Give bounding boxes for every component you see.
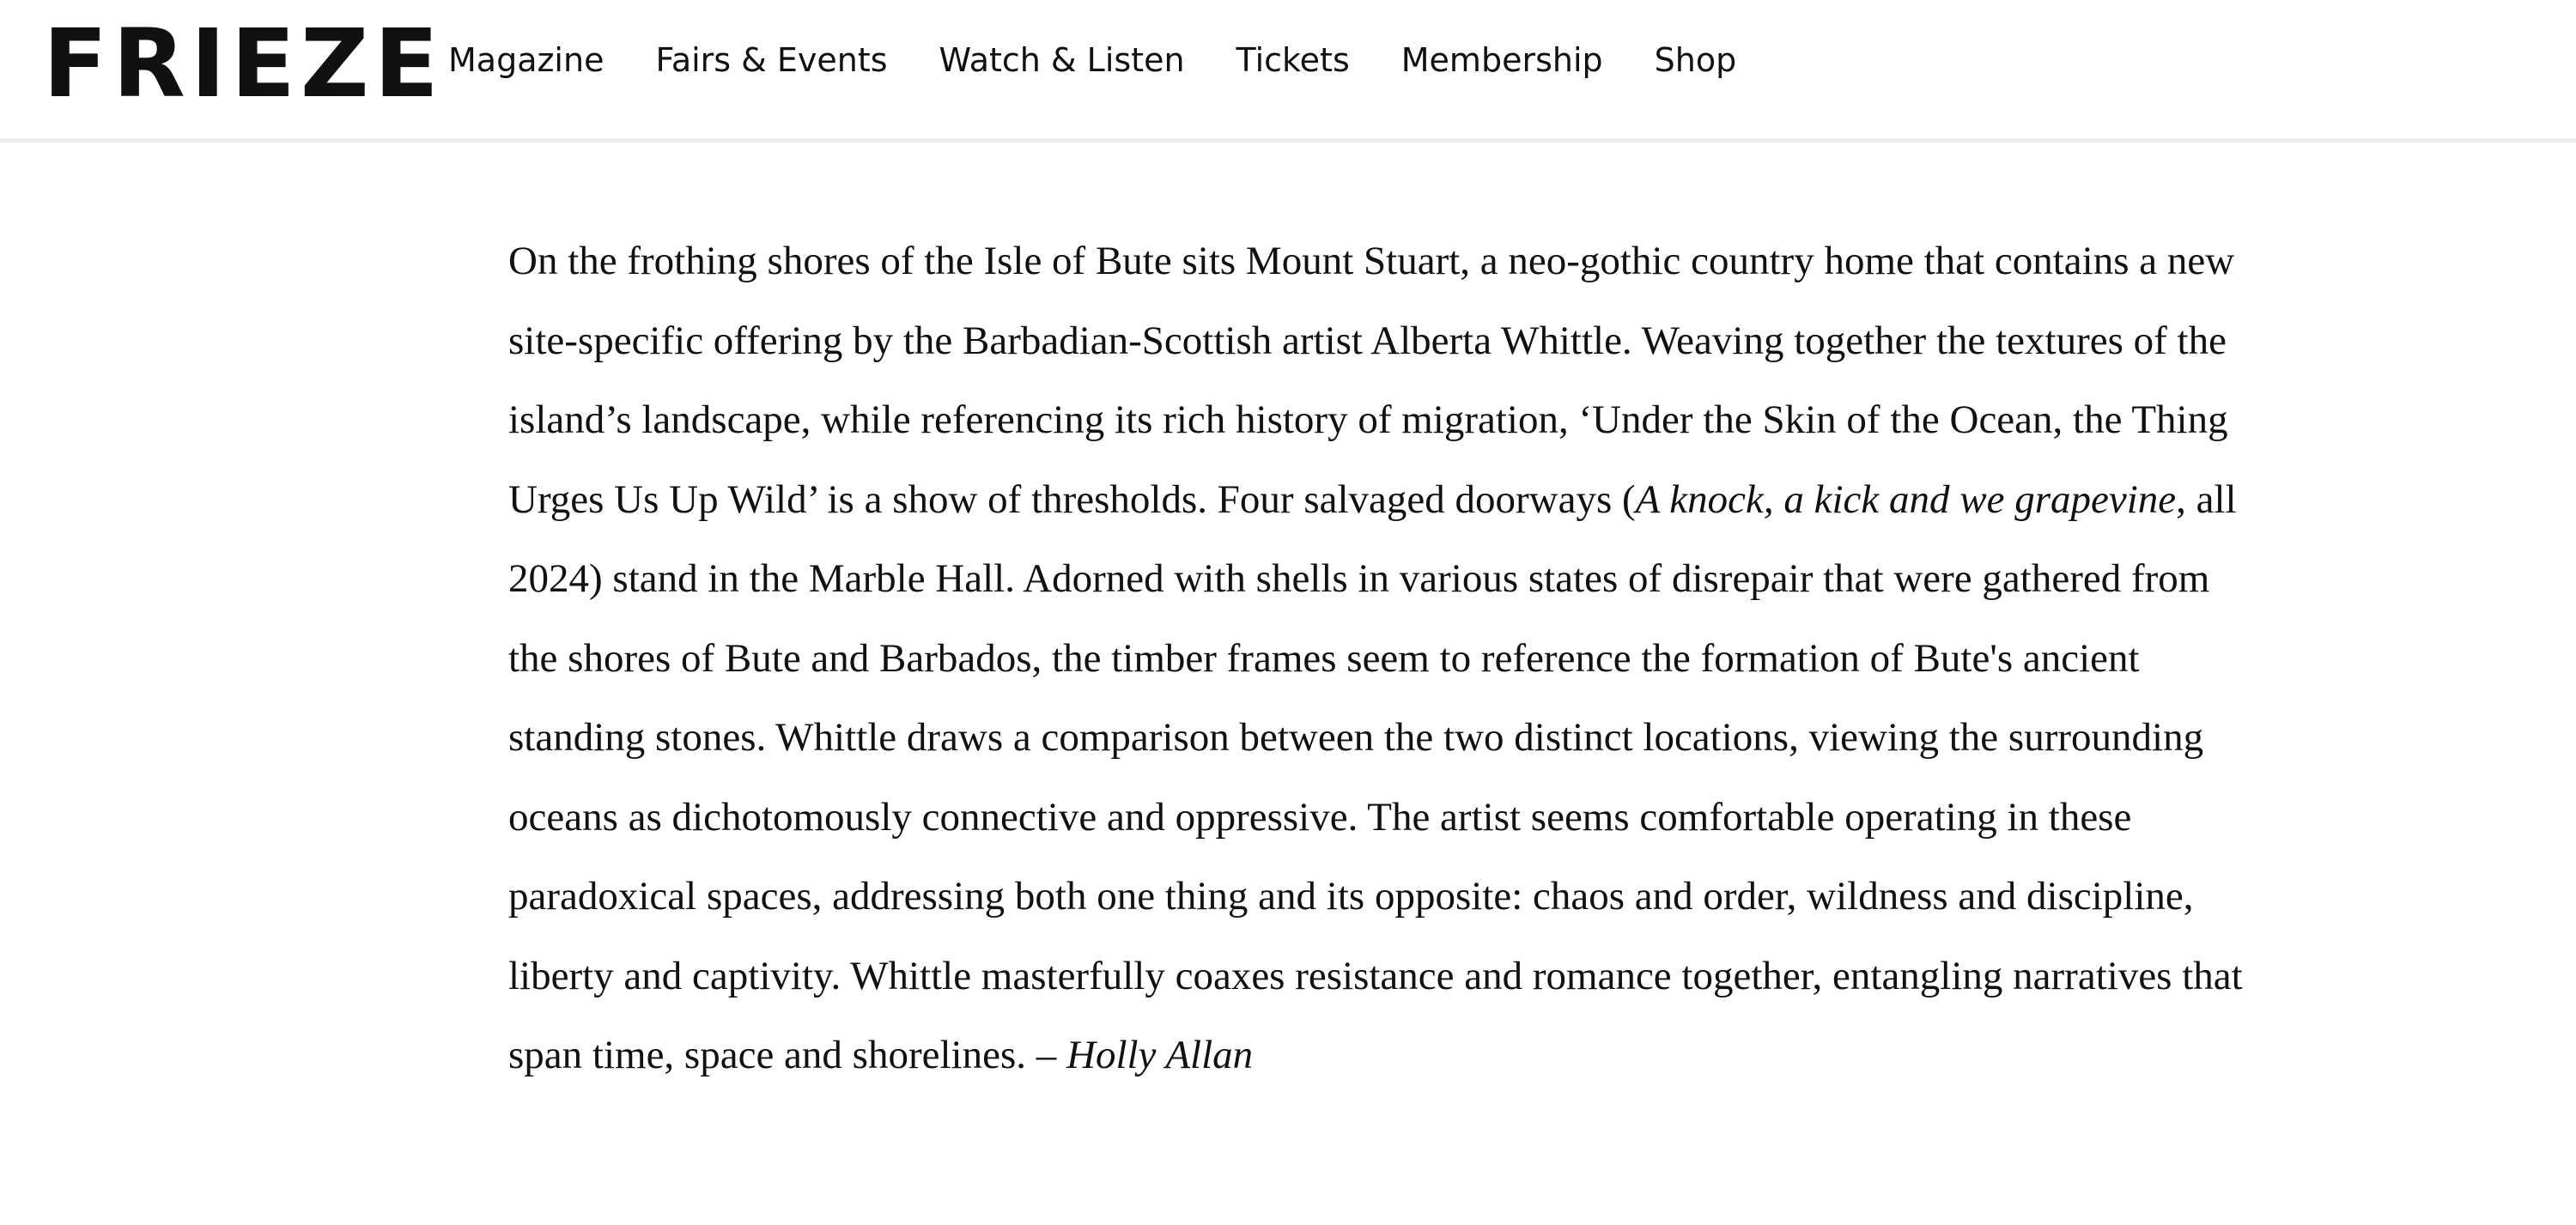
- article-text-part-2: , all 2024) stand in the Marble Hall. Adorned with shells in various states of disrepair that were gathered from the shores of Bute and Barbados, the timber frames seem to reference the formation of Bute's ancient standing stones. Whittle draws a comparison between the two distinct locations, viewing the surrounding oceans as dichotomously connective and oppressive. The artist seems comfortable operating in these paradoxical spaces, addressing both one thing and its opposite: chaos and order, wildness and discipline, liberty and captivity. Whittle masterfully coaxes resistance and romance together, entangling narratives that span time, space and shorelines. –: [508, 476, 2243, 1077]
- work-title: A knock, a kick and we grapevine: [1635, 476, 2177, 522]
- nav-item-watch-listen[interactable]: Watch & Listen: [939, 41, 1185, 79]
- nav-item-membership[interactable]: Membership: [1400, 41, 1603, 79]
- article-body: [508, 221, 2256, 1095]
- frieze-logo[interactable]: FRIEZE: [43, 9, 444, 118]
- article-author: Holly Allan: [1066, 1033, 1254, 1077]
- nav-item-tickets[interactable]: Tickets: [1236, 41, 1350, 79]
- nav-item-shop[interactable]: Shop: [1654, 41, 1737, 79]
- nav-item-magazine[interactable]: Magazine: [448, 41, 605, 79]
- site-header: [0, 0, 2576, 143]
- nav-item-fairs-events[interactable]: Fairs & Events: [655, 41, 888, 79]
- article-text-part-1: On the frothing shores of the Isle of Bute sits Mount Stuart, a neo-gothic country home that contains a new site-specific offering by the Barbadian-Scottish artist Alberta Whittle. Weaving together the textures of the island’s landscape, while referencing its rich history of migration, ‘Under the Skin of the Ocean, the Thing Urges Us Up Wild’ is a show of thresholds. Four salvaged doorways (: [508, 239, 2235, 522]
- main-nav: [448, 34, 1736, 86]
